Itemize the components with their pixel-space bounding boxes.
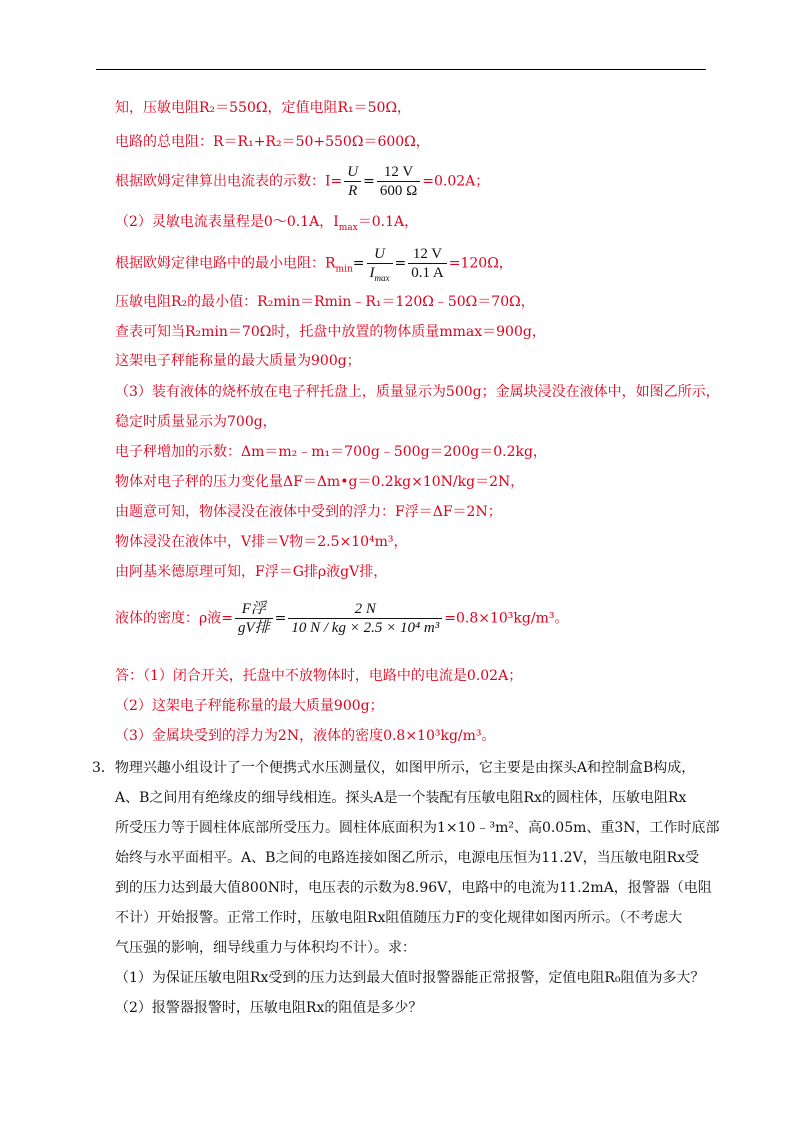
fraction-denominator: 600 Ω [379,183,418,199]
equals-sign: = [274,610,287,627]
solution-line-3 [115,163,489,200]
density-prefix: 液体的密度：ρ液= [115,610,233,627]
solution-line-13: 由题意可知，物体浸没在液体中受到的浮力：F浮＝ΔF＝2N； [115,504,502,520]
fraction-denominator: 0.1 A [411,265,444,281]
density-result: =0.8×10³kg/m³。 [444,610,569,627]
answer-line-1: 答：（1）闭合开关，托盘中不放物体时，电路中的电流是0.02A； [115,668,523,684]
solution-line-7: 查表可知当R₂min＝70Ω时，托盘中放置的物体质量mmax＝900g， [115,324,546,340]
fraction-numerator: U [344,163,361,182]
solution-line-5 [115,245,513,282]
question3-subquestion-1: （1）为保证压敏电阻Rx受到的压力达到最大值时报警器能正常报警，定值电阻R₀阻值为多大？ [115,970,705,986]
solution-line-2: 电路的总电阻：R＝R₁+R₂＝50+550Ω＝600Ω， [115,134,430,150]
meter-range-text: （2）灵敏电流表量程是0～0.1A，I [115,214,339,230]
question3-line-5: 到的压力达到最大值800N时，电压表的示数为8.96V，电路中的电流为11.2mA，报警器（电阻 [115,880,712,896]
denominator-letter: I [369,265,375,281]
fraction-12v-over-600 [377,163,420,200]
solution-line-6: 压敏电阻R₂的最小值：R₂min＝Rmin﹣R₁＝120Ω﹣50Ω＝70Ω， [115,294,535,310]
question3-line-4: 始终与水平面相平。A、B之间的电路连接如图乙所示，电源电压恒为11.2V，当压敏电阻Rx受 [115,850,700,866]
fraction-denominator: R [348,183,358,199]
question3-line-7: 气压强的影响，细导线重力与体积均不计）。求： [115,940,416,956]
subscript: max [374,273,390,283]
fraction-denominator: 10 N / kg × 2.5 × 10⁴ m³ [291,620,440,636]
solution-line-15: 由阿基米德原理可知，F浮＝G排ρ液gV排， [115,564,388,580]
fraction-denominator: gV排 [237,620,270,636]
min-resistance-result: =120Ω， [448,255,513,272]
answer-line-3: （3）金属块受到的浮力为2N，液体的密度0.8×10³kg/m³。 [115,728,496,744]
question3-line-2: A、B之间用有绝缘皮的细导线相连。探头A是一个装配有压敏电阻Rx的圆柱体，压敏电阻Rx [115,790,687,806]
ohm-law-result: =0.02A； [422,173,490,190]
fraction-denominator [367,264,393,282]
fraction-numerator: 2 N [288,600,442,619]
solution-line-12: 物体对电子秤的压力变化量ΔF＝Δm•g＝0.2kg×10N/kg＝2N， [115,474,525,490]
question3-line-3: 所受压力等于圆柱体底部所受压力。圆柱体底面积为1×10﹣³m²、高0.05m、重3N，工作时底部 [115,820,720,836]
subscript: max [338,222,358,233]
question3-line-1: 3．物理兴趣小组设计了一个便携式水压测量仪，如图甲所示，它主要是由探头A和控制盒B构成， [92,760,696,776]
equals-sign: = [363,173,375,190]
solution-line-1: 知，压敏电阻R₂＝550Ω，定值电阻R₁＝50Ω， [115,100,412,116]
subscript: min [335,264,353,275]
fraction-u-over-r [344,163,361,200]
fraction-2n-over-expr [288,600,442,637]
question3-subquestion-2: （2）报警器报警时，压敏电阻Rx的阻值是多少？ [115,1000,423,1016]
question3-line-6: 不计）开始报警。正常工作时，压敏电阻Rx阻值随压力F的变化规律如图丙所示。（不考虑大 [115,910,683,926]
solution-line-4 [115,212,418,232]
fraction-numerator: 12 V [408,245,447,264]
header-rule [96,69,706,70]
min-resistance-prefix: 根据欧姆定律电路中的最小电阻：R [115,255,336,272]
solution-line-8: 这架电子秤能称量的最大质量为900g； [115,353,361,369]
answer-line-2: （2）这架电子秤能称量的最大质量900g； [115,698,384,714]
solution-line-14: 物体浸没在液体中，V排＝V物＝2.5×10⁴m³， [115,534,408,550]
solution-line-11: 电子秤增加的示数：Δm＝m₂﹣m₁＝700g﹣500g＝200g＝0.2kg， [115,444,547,460]
fraction-numerator: U [367,245,393,264]
fraction-f-over-gv [235,600,273,637]
fraction-12v-over-01a [408,245,447,282]
ohm-law-prefix: 根据欧姆定律算出电流表的示数：I= [115,173,343,190]
equals-sign: = [394,255,407,272]
meter-range-value: ＝0.1A， [357,214,419,230]
solution-line-16 [115,600,568,637]
solution-line-9: （3）装有液体的烧杯放在电子秤托盘上，质量显示为500g；金属块浸没在液体中，如图乙所示， [115,384,720,400]
fraction-numerator: 12 V [377,163,420,182]
equals-sign: = [352,255,365,272]
fraction-numerator: F浮 [235,600,273,619]
solution-line-10: 稳定时质量显示为700g， [115,414,277,430]
fraction-u-over-imax [367,245,393,282]
